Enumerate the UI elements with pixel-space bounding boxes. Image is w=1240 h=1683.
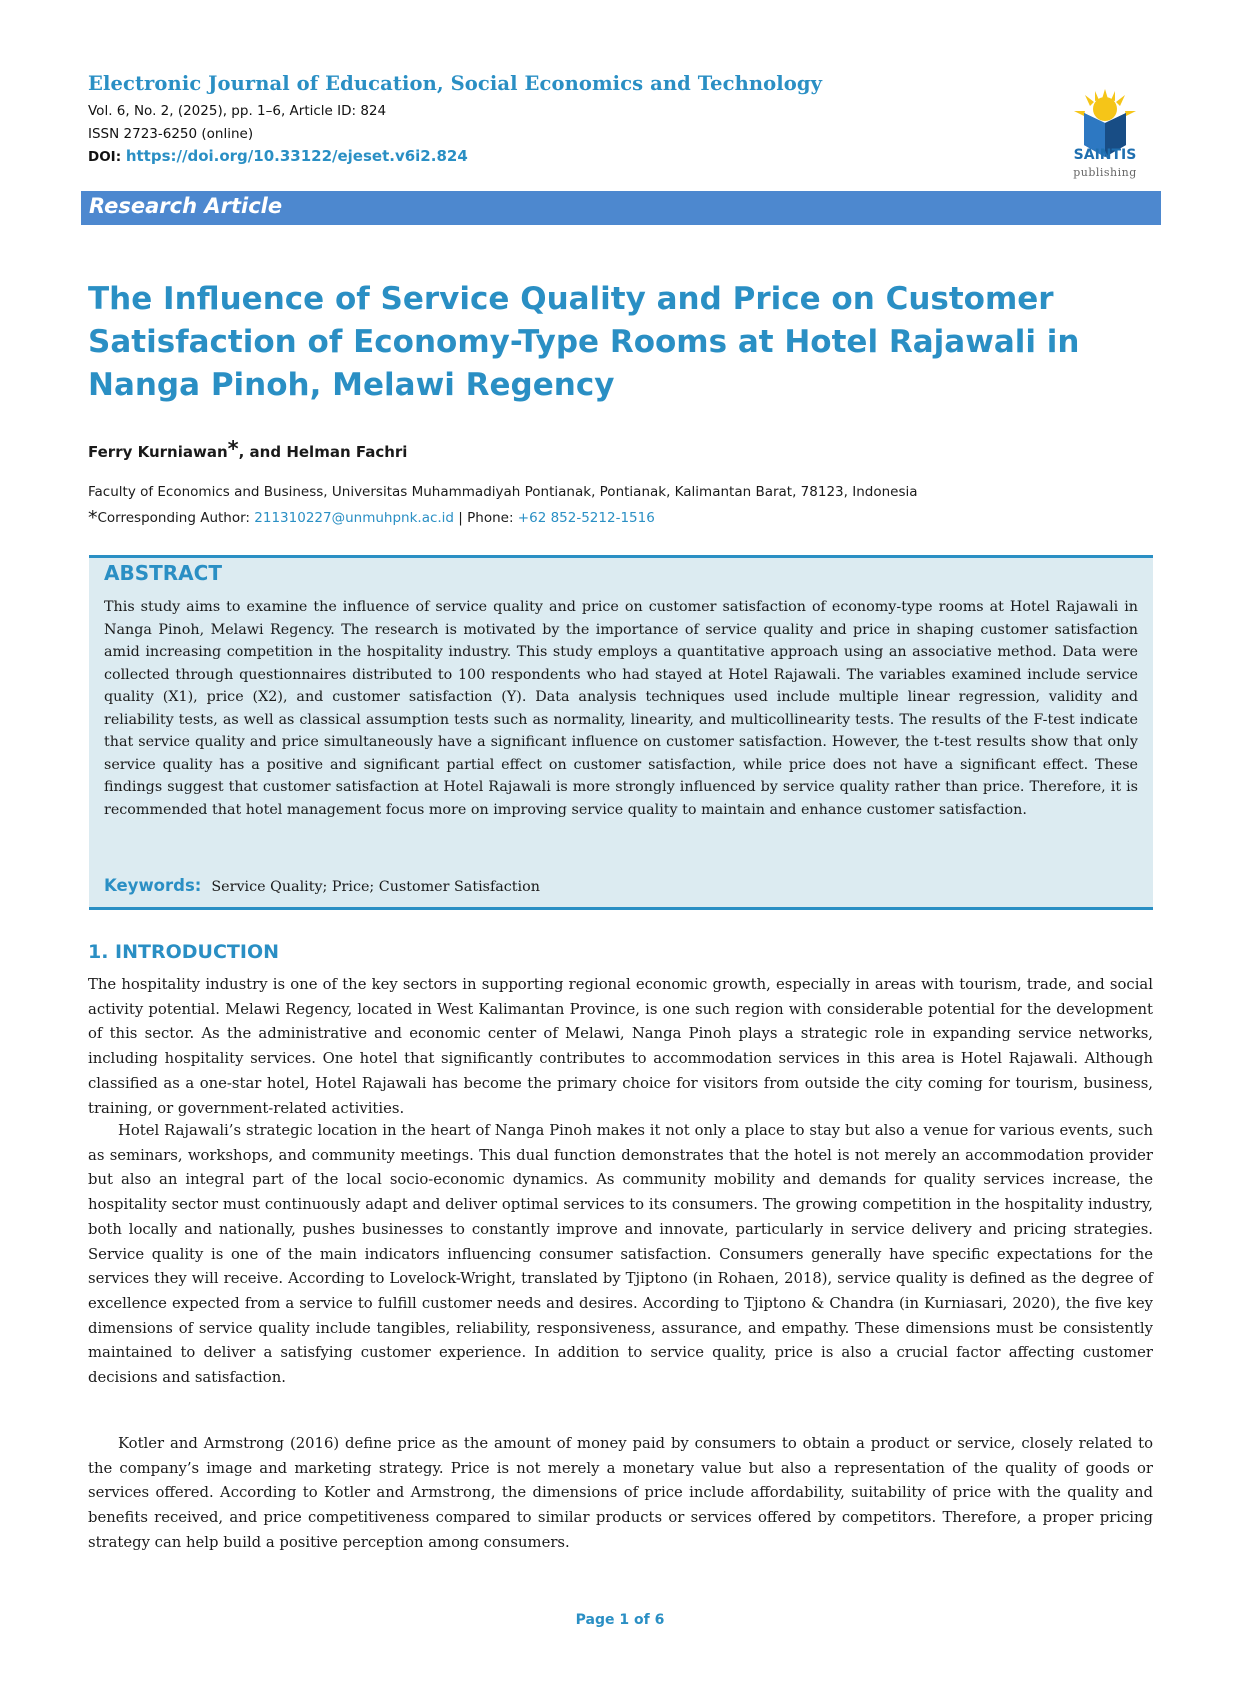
keywords-text: Service Quality; Price; Customer Satisfaction — [211, 879, 540, 895]
corresponding-star-mark: * — [88, 507, 98, 529]
section-heading-introduction: 1. INTRODUCTION — [88, 941, 279, 963]
intro-paragraph-3: Kotler and Armstrong (2016) define price as the amount of money paid by consumers to obtain a product or service, closely related to the company’s image and marketing strategy. Price is not merely a monetary value but also a representation of the quality of goods or services offered. According to Kotler and Armstrong, the dimensions of price include affordability, suitability of price with the quality and benefits received, and price competitiveness compared to similar products or services offered by competitors. Therefore, a proper pricing strategy can help build a positive perception among consumers. — [88, 1435, 1153, 1551]
intro-paragraph-2: Hotel Rajawali’s strategic location in the heart of Nanga Pinoh makes it not only a place to stay but also a venue for various events, such as seminars, workshops, and community meetings. This dual function demonstrates that the hotel is not merely an accommodation provider but also an integral part of the local socio-economic dynamics. As community mobility and demands for quality services increase, the hospitality sector must continuously adapt and deliver optimal services to its consumers. The growing competition in the hospitality industry, both locally and nationally, pushes businesses to constantly improve and innovate, particularly in service delivery and pricing strategies. Service quality is one of the main indicators influencing consumer satisfaction. Consumers generally have specific expectations for the services they will receive. According to Lovelock-Wright, translated by Tjiptono (in Rohaen, 2018), service quality is defined as the degree of excellence expected from a service to fulfill customer needs and desires. According to Tjiptono & Chandra (in Kurniasari, 2020), the five key dimensions of service quality include tangibles, reliability, responsiveness, assurance, and empathy. These dimensions must be consistently maintained to deliver a satisfying customer experience. In addition to service quality, price is also a crucial factor affecting customer decisions and satisfaction. — [88, 1122, 1153, 1387]
other-authors: , and Helman Fachri — [238, 443, 408, 461]
publisher-name: SAINTIS — [1073, 147, 1137, 163]
journal-title: Electronic Journal of Education, Social Economics and Technology — [88, 72, 823, 95]
phone-link[interactable]: +62 852-5212-1516 — [517, 510, 655, 526]
issn-info: ISSN 2723-6250 (online) — [88, 126, 254, 142]
paper-title: The Influence of Service Quality and Price on Customer Satisfaction of Economy-Type Rooms at Hotel Rajawali in Nanga Pinoh, Melawi Regency — [88, 281, 1080, 403]
phone-separator: | Phone: — [454, 510, 518, 526]
doi-label: DOI: — [88, 149, 122, 165]
doi-link[interactable]: https://doi.org/10.33122/ejeset.v6i2.824 — [125, 147, 468, 165]
publisher-subtitle: publishing — [1073, 166, 1137, 179]
authors-line — [88, 437, 407, 461]
abstract-text: This study aims to examine the influence of service quality and price on customer satisfaction of economy-type rooms at Hotel Rajawali in Nanga Pinoh, Melawi Regency. The research is motivated by the importance of service quality and price in shaping customer satisfaction amid increasing competition in the hospitality industry. This study employs a quantitative approach using an associative method. Data were collected through questionnaires distributed to 100 respondents who had stayed at Hotel Rajawali. The variables examined include service quality (X1), price (X2), and customer satisfaction (Y). Data analysis techniques used include multiple linear regression, validity and reliability tests, as well as classical assumption tests such as normality, linearity, and multicollinearity tests. The results of the F-test indicate that service quality and price simultaneously have a significant influence on customer satisfaction. However, the t-test results show that only service quality has a positive and significant partial effect on customer satisfaction, while price does not have a significant effect. These findings suggest that customer satisfaction at Hotel Rajawali is more strongly influenced by service quality rather than price. Therefore, it is recommended that hotel management focus more on improving service quality to maintain and enhance customer satisfaction. — [104, 599, 1138, 818]
article-type-label: Research Article — [89, 194, 283, 218]
first-author: Ferry Kurniawan — [88, 443, 228, 461]
corresponding-label: Corresponding Author: — [97, 510, 255, 526]
doi-line — [88, 147, 468, 165]
corresponding-author — [88, 507, 655, 529]
intro-paragraph-1: The hospitality industry is one of the key sectors in supporting regional economic growth, especially in areas with tourism, trade, and social activity potential. Melawi Regency, located in West Kalimantan Province, is one such region with considerable potential for the development of this sector. As the administrative and economic center of Melawi, Nanga Pinoh plays a strategic role in expanding service networks, including hospitality services. One hotel that significantly contributes to accommodation services in this area is Hotel Rajawali. Although classified as a one-star hotel, Hotel Rajawali has become the primary choice for visitors from outside the city coming for tourism, business, training, or government-related activities. — [88, 976, 1153, 1117]
keywords-line — [104, 876, 540, 895]
email-link[interactable]: 211310227@unmuhpnk.ac.id — [254, 510, 454, 526]
keywords-label: Keywords: — [104, 876, 202, 895]
volume-info: Vol. 6, No. 2, (2025), pp. 1–6, Article ID: 824 — [88, 103, 387, 119]
affiliation: Faculty of Economics and Business, Universitas Muhammadiyah Pontianak, Pontianak, Kalimantan Barat, 78123, Indonesia — [88, 484, 918, 500]
corresponding-star: * — [227, 437, 239, 461]
page-number: Page 1 of 6 — [575, 1612, 665, 1628]
abstract-heading: ABSTRACT — [104, 561, 222, 585]
